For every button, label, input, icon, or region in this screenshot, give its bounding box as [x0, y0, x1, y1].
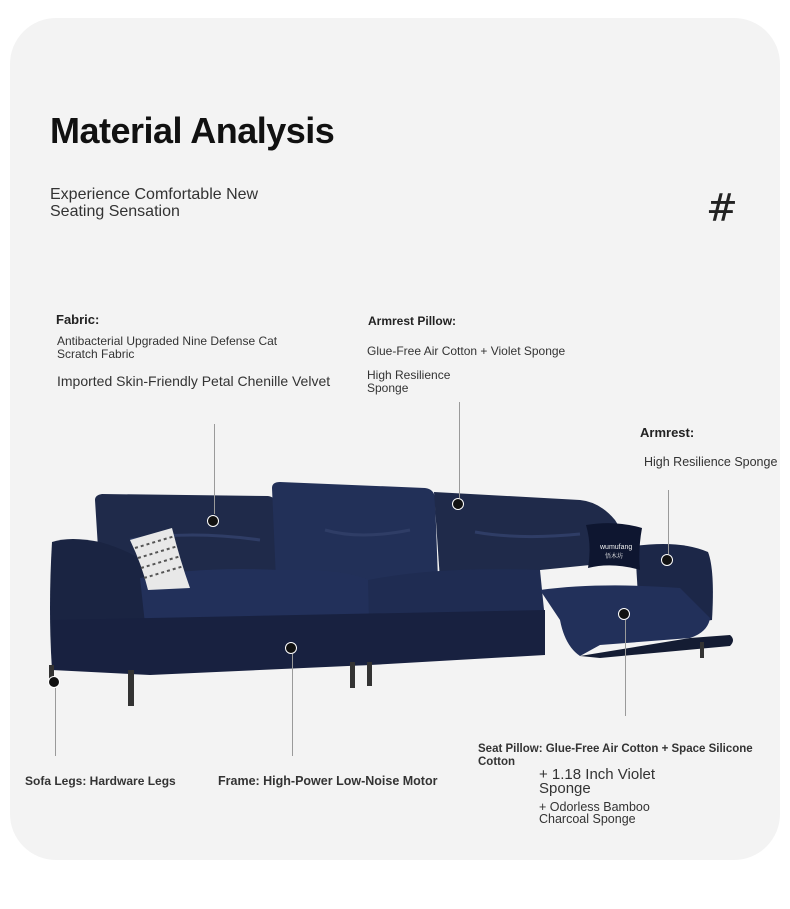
armrest-pillow-label: Armrest Pillow:	[368, 314, 457, 328]
fabric-text-2: Imported Skin-Friendly Petal Chenille Velvet	[57, 373, 331, 389]
sofa-legs-leader-line	[55, 688, 56, 756]
armrest-pillow-text-2: High Resilience Sponge	[367, 368, 451, 395]
armrest-label: Armrest:	[640, 425, 695, 440]
armrest-pillow-marker-dot	[452, 498, 464, 510]
armrest-pillow-leader-line	[459, 402, 460, 498]
armrest-text-1: High Resilience Sponge	[644, 455, 778, 469]
armrest-leader-line	[668, 490, 669, 554]
frame-leader-line	[292, 654, 293, 756]
page-subtitle: Experience Comfortable New Seating Sensation	[50, 186, 259, 220]
page-title: Material Analysis	[50, 110, 335, 151]
fabric-text-1: Antibacterial Upgraded Nine Defense Cat Scratch Fabric	[57, 334, 278, 361]
pillow-brand-text: wumufang	[600, 544, 633, 551]
armrest-marker-dot	[661, 554, 673, 566]
seat-pillow-text-2: + Odorless Bamboo Charcoal Sponge	[539, 800, 650, 826]
fabric-label: Fabric:	[56, 312, 100, 327]
frame-marker-dot	[285, 642, 297, 654]
sofa-legs-marker-dot	[48, 676, 60, 688]
pillow-brand-text-cn: 悟木坊	[605, 554, 624, 560]
frame-label: Frame: High-Power Low-Noise Motor	[218, 774, 438, 788]
fabric-marker-dot	[207, 515, 219, 527]
seat-pillow-marker-dot	[618, 608, 630, 620]
seat-pillow-label: Seat Pillow: Glue-Free Air Cotton + Space Silicone Cotton	[478, 743, 753, 768]
seat-pillow-text-1: + 1.18 Inch Violet Sponge	[539, 766, 656, 797]
fabric-leader-line	[214, 424, 215, 514]
hash-icon: #	[706, 186, 738, 230]
sofa-legs-label: Sofa Legs: Hardware Legs	[25, 774, 176, 788]
sofa-image	[40, 470, 740, 715]
seat-pillow-leader-line	[625, 620, 626, 716]
armrest-pillow-text-1: Glue-Free Air Cotton + Violet Sponge	[367, 344, 566, 358]
